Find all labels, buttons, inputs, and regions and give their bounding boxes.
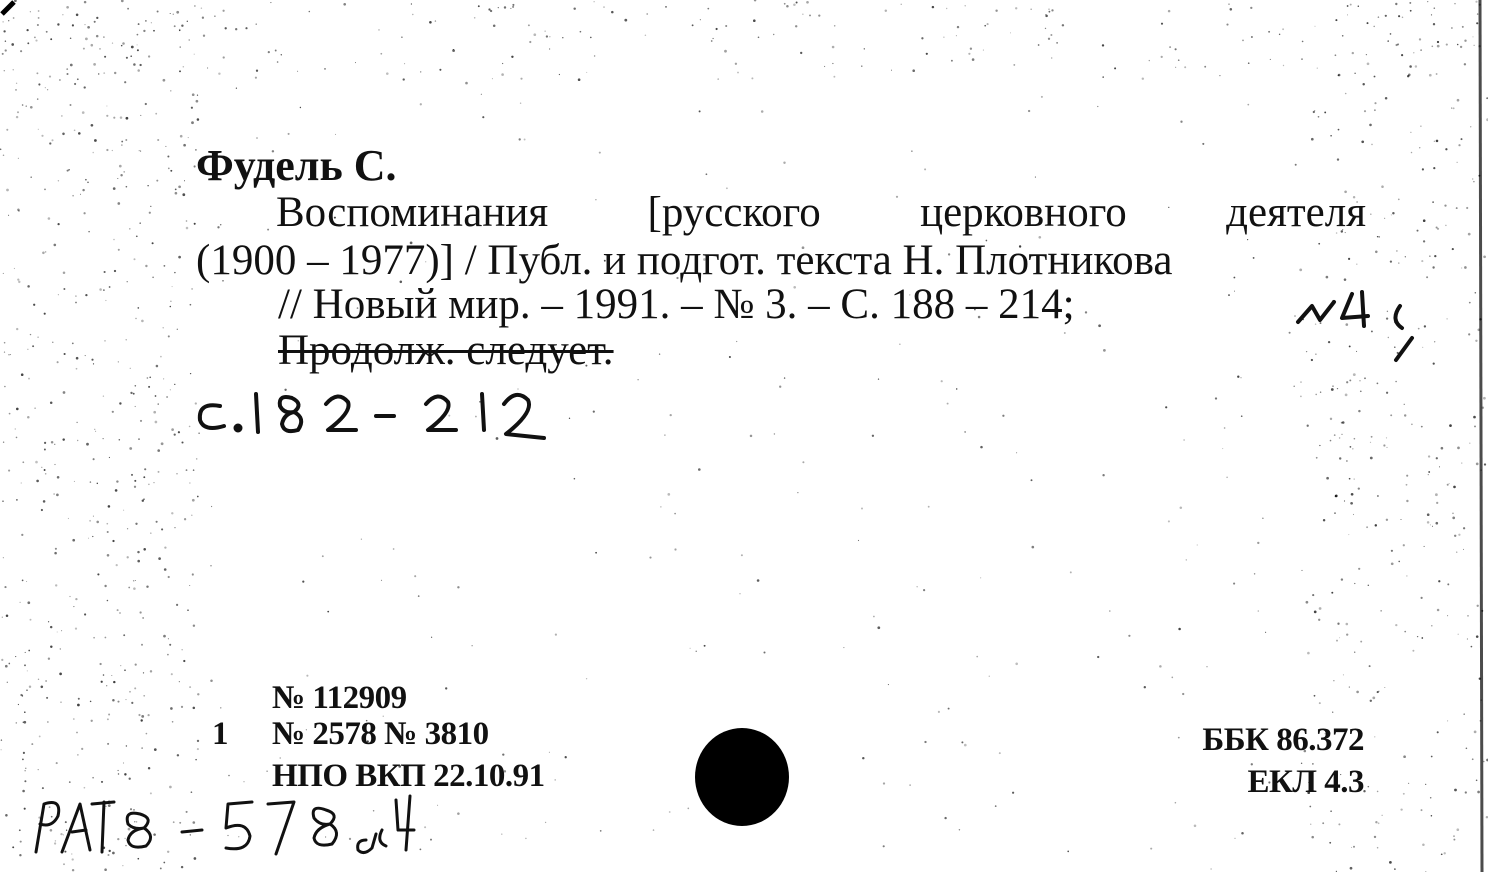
card-bbk-code: ББК 86.372	[1202, 722, 1364, 758]
card-struck-note: Продолж. следует.	[278, 327, 614, 374]
card-copies-count: 1	[212, 716, 228, 752]
card-ekl-code: ЕКЛ 4.3	[1247, 764, 1364, 800]
card-author: Фудель С.	[196, 141, 397, 190]
handwritten-pages-note	[190, 384, 560, 444]
card-punch-hole	[695, 728, 789, 826]
card-source-line: // Новый мир. – 1991. – № 3. – С. 188 – 214;	[278, 281, 1075, 328]
card-title-line-2: (1900 – 1977)] / Публ. и подгот. текста Н. Плотникова	[196, 237, 1173, 284]
title-word: [русского	[647, 189, 821, 236]
card-id-line-3: НПО ВКП 22.10.91	[272, 758, 545, 794]
handwritten-shelfmark	[30, 790, 480, 872]
title-word: церковного	[920, 189, 1127, 236]
title-word: деятеля	[1226, 189, 1366, 236]
handwritten-issue-note	[1290, 284, 1430, 374]
card-id-line-1: № 112909	[272, 680, 407, 716]
card-title-line-1	[276, 188, 1366, 237]
title-word: Воспоминания	[276, 189, 549, 236]
card-id-line-2: № 2578 № 3810	[272, 716, 489, 752]
